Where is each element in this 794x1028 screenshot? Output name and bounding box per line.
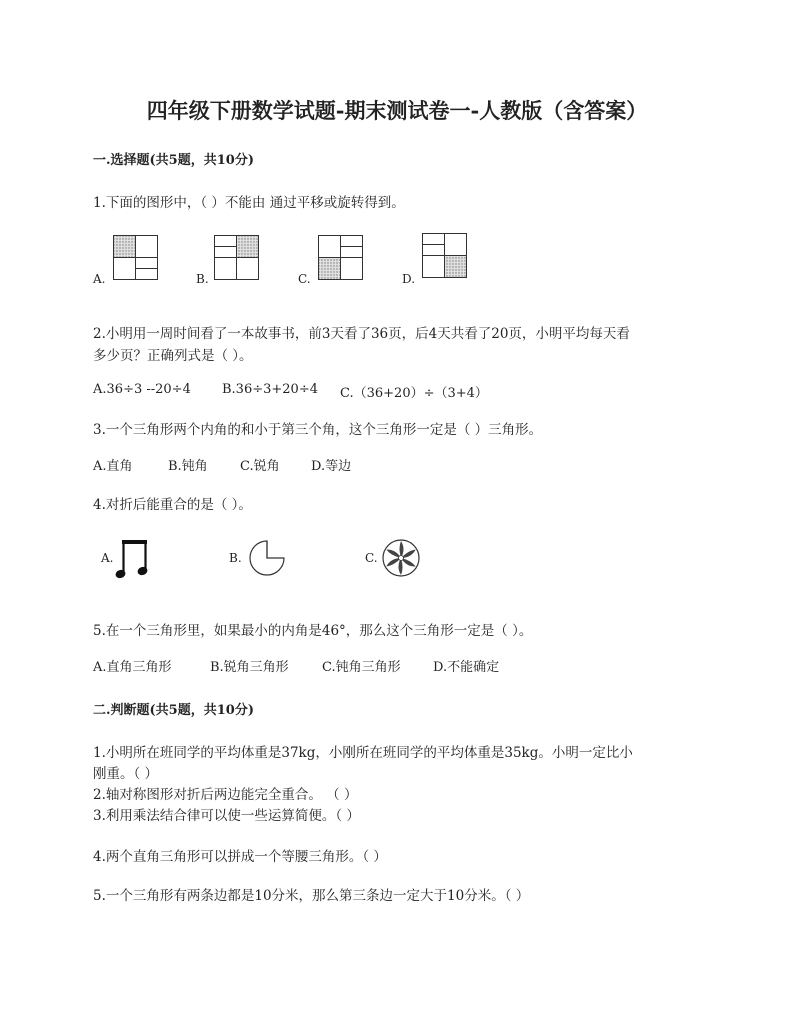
- judgement-2: 2.轴对称图形对折后两边能完全重合。 （ ）: [93, 787, 358, 803]
- q4-option-a-label: A.: [101, 551, 114, 565]
- question-1-text: 1.下面的图形中，（ ）不能由 通过平移或旋转得到。: [93, 195, 405, 211]
- q5-option-d: D.不能确定: [433, 660, 500, 675]
- q2-option-c: C.（36+20）÷（3+4）: [340, 386, 488, 401]
- q3-option-d: D.等边: [311, 459, 352, 474]
- q2-option-a: A.36÷3 --20÷4: [93, 382, 191, 397]
- section-1-heading: 一.选择题(共5题，共10分): [93, 153, 254, 168]
- q4-option-b-label: B.: [229, 551, 242, 565]
- pinwheel-icon: [382, 539, 420, 577]
- q5-option-b: B.锐角三角形: [210, 660, 289, 675]
- question-2-line-1: 2.小明用一周时间看了一本故事书，前3天看了36页，后4天共看了20页，小明平均每天看: [93, 326, 630, 342]
- judgement-1-line-2: 刚重。（ ）: [93, 766, 159, 782]
- page-title: 四年级下册数学试题-期末测试卷一-人教版（含答案）: [146, 98, 648, 123]
- q4-option-c-label: C.: [365, 551, 378, 565]
- question-2-line-2: 多少页？正确列式是（ ）。: [93, 348, 253, 364]
- q1-option-b-label: B.: [196, 272, 209, 286]
- q1-grid-figure-a: [113, 235, 158, 280]
- q1-grid-figure-c: [318, 235, 363, 280]
- question-5-text: 5.在一个三角形里，如果最小的内角是46°，那么这个三角形一定是（ ）。: [93, 623, 533, 639]
- judgement-4: 4.两个直角三角形可以拼成一个等腰三角形。（ ）: [93, 849, 387, 865]
- q5-option-c: C.钝角三角形: [322, 660, 401, 675]
- q1-grid-figure-d: [422, 233, 467, 278]
- q5-option-a: A.直角三角形: [93, 660, 172, 675]
- q3-option-b: B.钝角: [168, 459, 208, 474]
- music-note-icon: [115, 539, 155, 581]
- q1-option-d-label: D.: [402, 272, 416, 286]
- q2-option-b: B.36÷3+20÷4: [222, 382, 318, 397]
- q3-option-c: C.锐角: [240, 459, 280, 474]
- q3-option-a: A.直角: [93, 459, 133, 474]
- judgement-3: 3.利用乘法结合律可以使一些运算简便。（ ）: [93, 808, 360, 824]
- q1-grid-figure-b: [214, 235, 259, 280]
- judgement-5: 5.一个三角形有两条边都是10分米，那么第三条边一定大于10分米。（ ）: [93, 888, 530, 904]
- question-4-text: 4.对折后能重合的是（ ）。: [93, 497, 252, 513]
- section-2-heading: 二.判断题(共5题，共10分): [93, 703, 254, 718]
- q1-option-c-label: C.: [298, 272, 311, 286]
- cut-circle-icon: [249, 540, 285, 576]
- q1-option-a-label: A.: [93, 272, 106, 286]
- question-3-text: 3.一个三角形两个内角的和小于第三个角，这个三角形一定是（ ）三角形。: [93, 422, 543, 438]
- judgement-1-line-1: 1.小明所在班同学的平均体重是37kg，小刚所在班同学的平均体重是35kg。小明一定比小: [93, 745, 633, 761]
